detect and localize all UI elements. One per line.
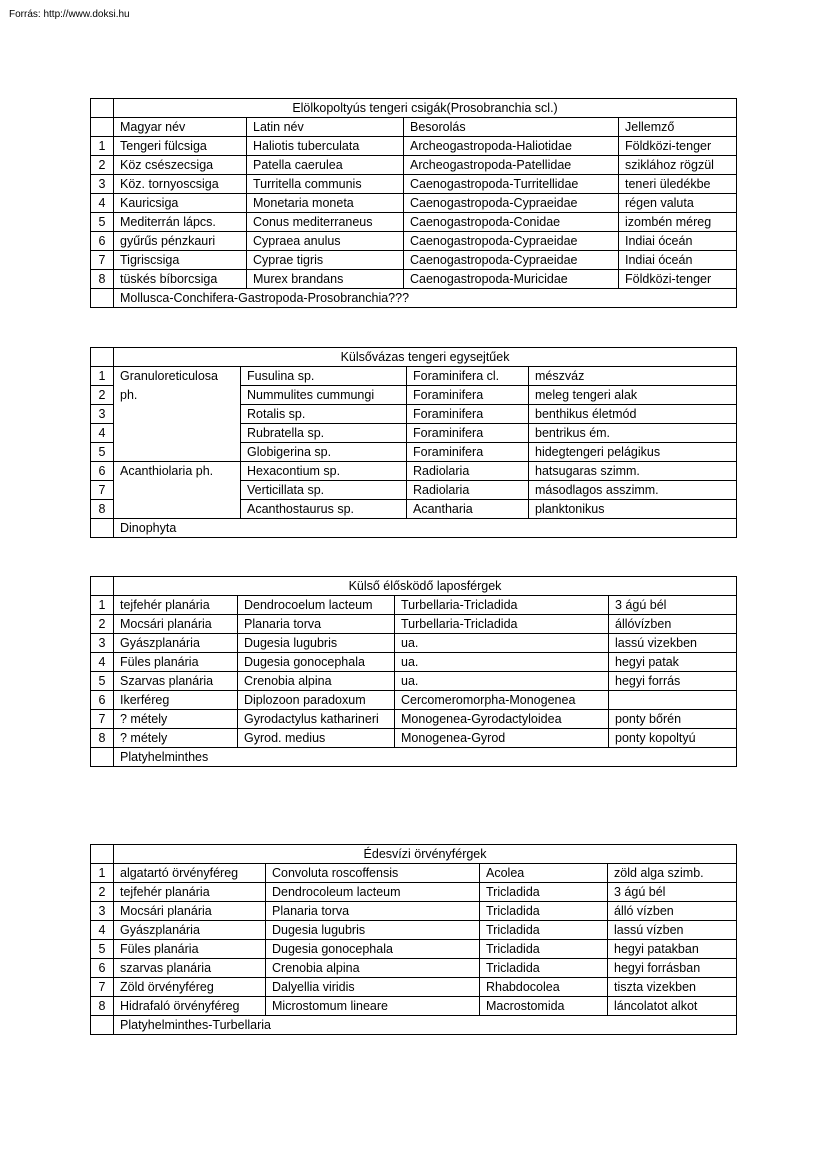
table-cell: Turbellaria-Tricladida [395,615,609,634]
column-header: Besorolás [404,118,619,137]
table-cell: Microstomum lineare [266,997,480,1016]
row-number: 2 [91,386,114,405]
table-cell: Fusulina sp. [241,367,407,386]
group-cell [114,386,241,405]
table-cell: régen valuta [619,194,737,213]
table-cell: Caenogastropoda-Cypraeidae [404,194,619,213]
table-cell: Nummulites cummungi [241,386,407,405]
table-cell: másodlagos asszimm. [529,481,737,500]
table-row [91,710,737,729]
table-cell: Caenogastropoda-Muricidae [404,270,619,289]
table-cell: ua. [395,653,609,672]
table-cell: izombén méreg [619,213,737,232]
table-cell: Indiai óceán [619,251,737,270]
table-cell: zöld alga szimb. [608,864,737,883]
table-row [91,156,737,175]
table-footer: Platyhelminthes-Turbellaria [114,1016,737,1035]
table-row [91,443,737,462]
table-footer: Platyhelminthes [114,748,737,767]
table-cell: Hexacontium sp. [241,462,407,481]
table-row [91,596,737,615]
table-row [91,864,737,883]
table-row [91,672,737,691]
row-number: 3 [91,902,114,921]
table-row [91,940,737,959]
table-cell: Rhabdocolea [480,978,608,997]
table-cell: Diplozoon paradoxum [238,691,395,710]
table-cell: lassú vízben [608,921,737,940]
column-header: Latin név [247,118,404,137]
table-cell: Dendrocoleum lacteum [266,883,480,902]
table-cell: Dendrocoelum lacteum [238,596,395,615]
table-cell: Földközi-tenger [619,270,737,289]
row-number: 7 [91,251,114,270]
table-row [91,902,737,921]
table-title: Külső élősködő laposférgek [114,577,737,596]
table-cell: planktonikus [529,500,737,519]
table-row [91,634,737,653]
group-cell [114,481,241,500]
table-cell: Indiai óceán [619,232,737,251]
table-cell: állóvízben [609,615,737,634]
row-number: 4 [91,194,114,213]
table-cell: Dugesia lugubris [266,921,480,940]
row-number: 4 [91,653,114,672]
row-number: 3 [91,175,114,194]
source-note: Forrás: http://www.doksi.hu [9,9,130,20]
group-cell [114,405,241,424]
table-cell: Archeogastropoda-Patellidae [404,156,619,175]
table-footer-row [91,519,737,538]
table-cell: algatartó örvényféreg [114,864,266,883]
row-number: 8 [91,997,114,1016]
row-number: 6 [91,462,114,481]
table-cell: Tricladida [480,902,608,921]
table-cell: Planaria torva [238,615,395,634]
table-cell: hegyi forrásban [608,959,737,978]
table-cell: Dugesia lugubris [238,634,395,653]
row-number: 5 [91,940,114,959]
row-number: 5 [91,443,114,462]
table-row [91,883,737,902]
table-cell: Patella caerulea [247,156,404,175]
table-cell: Turbellaria-Tricladida [395,596,609,615]
table-footer: Dinophyta [114,519,737,538]
table-cell: Gyászplanária [114,921,266,940]
table-cell: 3 ágú bél [609,596,737,615]
row-number: 6 [91,232,114,251]
table-cell: ponty bőrén [609,710,737,729]
table-row [91,213,737,232]
row-number: 6 [91,959,114,978]
table-row [91,978,737,997]
table-cell: gyűrűs pénzkauri [114,232,247,251]
row-number: 7 [91,710,114,729]
table-cell: Dalyellia viridis [266,978,480,997]
table-row [91,729,737,748]
table-cell: ? mételу [114,710,238,729]
foraminifera-table [90,347,737,538]
table-cell: Tricladida [480,883,608,902]
table-row [91,959,737,978]
row-number: 7 [91,481,114,500]
table-title-row [91,348,737,367]
table-cell: Acanthostaurus sp. [241,500,407,519]
table-cell: Tengeri fülcsiga [114,137,247,156]
table-title: Külsővázas tengeri egysejtűek [114,348,737,367]
table-cell: Archeogastropoda-Haliotidae [404,137,619,156]
table-title-row [91,577,737,596]
table-cell: Köz. tornyoscsiga [114,175,247,194]
table-row [91,691,737,710]
table-cell: Füles planária [114,940,266,959]
table-row [91,405,737,424]
table-title-row [91,845,737,864]
table-row [91,386,737,405]
row-number: 1 [91,596,114,615]
row-number: 2 [91,615,114,634]
row-number: 1 [91,367,114,386]
table-cell: álló vízben [608,902,737,921]
table-cell: Tigriscsiga [114,251,247,270]
table-cell: Planaria torva [266,902,480,921]
table-cell: 3 ágú bél [608,883,737,902]
table-cell: szarvas planária [114,959,266,978]
table-row [91,653,737,672]
table-footer-row [91,289,737,308]
column-header: Jellemző [619,118,737,137]
table-row [91,481,737,500]
table-cell: Szarvas planária [114,672,238,691]
table-cell: Caenogastropoda-Cypraeidae [404,232,619,251]
table-row [91,424,737,443]
prosobranchia-table [90,98,737,308]
table-cell: benthikus életmód [529,405,737,424]
table-title: Édesvízi örvényférgek [114,845,737,864]
table-cell: hidegtengeri pelágikus [529,443,737,462]
row-number: 3 [91,405,114,424]
table-cell: hegyi forrás [609,672,737,691]
row-number: 4 [91,424,114,443]
group-label: ph. [120,387,138,402]
row-number: 6 [91,691,114,710]
table-cell: ua. [395,672,609,691]
row-number: 7 [91,978,114,997]
table-cell: Ikerféreg [114,691,238,710]
table-cell: Verticillata sp. [241,481,407,500]
table-cell: Mocsári planária [114,902,266,921]
table-cell: Monetaria moneta [247,194,404,213]
table-cell: Cercomeromorpha-Monogenea [395,691,609,710]
table-cell: mészváz [529,367,737,386]
table-row [91,194,737,213]
table-cell: Acolea [480,864,608,883]
table-cell: lassú vizekben [609,634,737,653]
table-cell: Radiolaria [407,481,529,500]
table-cell: Foraminifera [407,386,529,405]
table-cell: Tricladida [480,959,608,978]
table-cell: sziklához rögzül [619,156,737,175]
table-cell: Tricladida [480,921,608,940]
table-cell: Foraminifera [407,405,529,424]
table-row [91,137,737,156]
row-number: 8 [91,729,114,748]
table-cell: Rotalis sp. [241,405,407,424]
table-cell: tejfehér planária [114,596,238,615]
table-cell: Radiolaria [407,462,529,481]
column-header: Magyar név [114,118,247,137]
table-cell: Mocsári planária [114,615,238,634]
table-row [91,615,737,634]
row-number: 3 [91,634,114,653]
group-label: Acanthiolaria ph. [120,464,214,478]
row-number: 8 [91,270,114,289]
table-cell: Köz csészecsiga [114,156,247,175]
table-cell: Rubratella sp. [241,424,407,443]
table-cell: Dugesia gonocephala [266,940,480,959]
table-cell: Tricladida [480,940,608,959]
table-cell: Monogenea-Gyrodactyloidea [395,710,609,729]
table-row [91,367,737,386]
row-number: 2 [91,883,114,902]
table-cell: Macrostomida [480,997,608,1016]
table-footer: Mollusca-Conchifera-Gastropoda-Prosobranchia??? [114,289,737,308]
group-label: Granuloreticulosa [120,369,218,383]
table-row [91,270,737,289]
table-cell: Foraminifera [407,424,529,443]
table-cell: Turritella communis [247,175,404,194]
table-cell: Cypraea anulus [247,232,404,251]
table-cell: Füles planária [114,653,238,672]
freshwater-turbellaria-table [90,844,737,1035]
table-cell: Dugesia gonocephala [238,653,395,672]
table-cell: Zöld örvényféreg [114,978,266,997]
row-number: 1 [91,137,114,156]
table-cell: Gyrodactylus katharineri [238,710,395,729]
table-cell: Caenogastropoda-Conidae [404,213,619,232]
table-cell: Convoluta roscoffensis [266,864,480,883]
table-cell: Gyászplanária [114,634,238,653]
row-number: 2 [91,156,114,175]
table-cell [609,691,737,710]
parasitic-flatworms-table [90,576,737,767]
table-cell: Conus mediterraneus [247,213,404,232]
table-cell: Globigerina sp. [241,443,407,462]
group-cell [114,500,241,519]
row-number: 5 [91,213,114,232]
table-cell: tiszta vizekben [608,978,737,997]
table-cell: láncolatot alkot [608,997,737,1016]
group-cell [114,367,241,386]
table-cell: Földközi-tenger [619,137,737,156]
table-cell: ? mételу [114,729,238,748]
table-cell: Foraminifera cl. [407,367,529,386]
table-row [91,997,737,1016]
table-row [91,175,737,194]
table-cell: bentrikus ém. [529,424,737,443]
table-footer-row [91,748,737,767]
table-cell: tejfehér planária [114,883,266,902]
table-cell: teneri üledékbe [619,175,737,194]
group-cell [114,443,241,462]
table-cell: meleg tengeri alak [529,386,737,405]
table-cell: Crenobia alpina [238,672,395,691]
table-cell: Haliotis tuberculata [247,137,404,156]
table-cell: hegyi patak [609,653,737,672]
table-footer-row [91,1016,737,1035]
row-number: 5 [91,672,114,691]
table-cell: Gyrod. medius [238,729,395,748]
table-cell: Monogenea-Gyrod [395,729,609,748]
table-cell: Cyprae tigris [247,251,404,270]
table-cell: Crenobia alpina [266,959,480,978]
group-cell [114,424,241,443]
table-row [91,251,737,270]
table-title: Elölkopoltyús tengeri csigák(Prosobranchia scl.) [114,99,737,118]
table-header-row [91,118,737,137]
table-title-row [91,99,737,118]
table-row [91,921,737,940]
table-cell: Mediterrán lápcs. [114,213,247,232]
table-row [91,232,737,251]
group-cell [114,462,241,481]
table-cell: tüskés bíborcsiga [114,270,247,289]
table-cell: Caenogastropoda-Cypraeidae [404,251,619,270]
table-cell: hatsugaras szimm. [529,462,737,481]
table-cell: hegyi patakban [608,940,737,959]
table-cell: Acantharia [407,500,529,519]
row-number: 4 [91,921,114,940]
row-number: 1 [91,864,114,883]
table-cell: ponty kopoltyú [609,729,737,748]
table-row [91,462,737,481]
table-cell: Caenogastropoda-Turritellidae [404,175,619,194]
table-cell: Foraminifera [407,443,529,462]
table-row [91,500,737,519]
table-cell: Murex brandans [247,270,404,289]
table-cell: ua. [395,634,609,653]
row-number: 8 [91,500,114,519]
table-cell: Hidrafaló örvényféreg [114,997,266,1016]
table-cell: Kauricsiga [114,194,247,213]
